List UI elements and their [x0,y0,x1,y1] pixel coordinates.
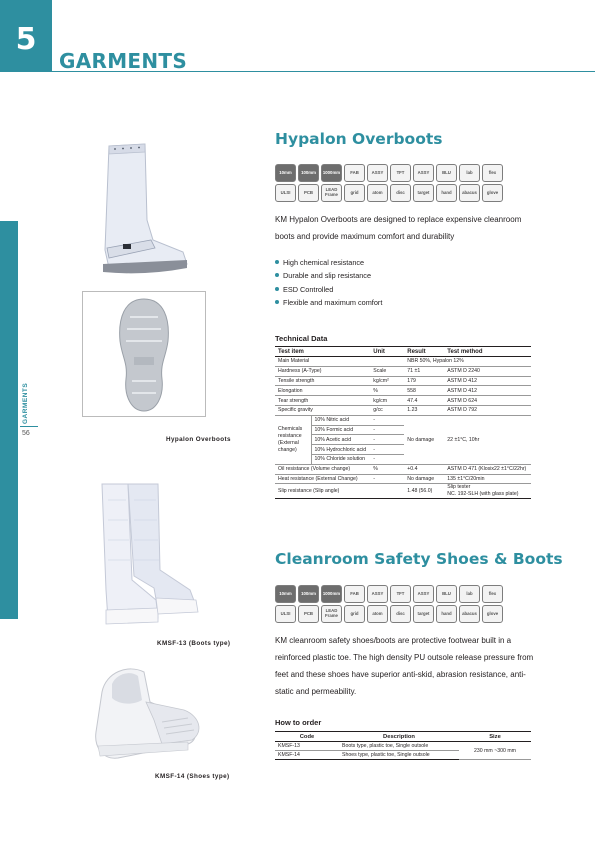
table-row [275,357,531,367]
cert-1000mm-icon: 1000mm [321,164,342,182]
unit: - [370,445,404,455]
result: 179 [404,376,444,386]
test-method: ASTM D 412 [444,386,531,396]
test-method-line: Slip tester [447,484,471,491]
page-number: 56 [22,430,30,437]
unit [370,484,404,499]
unit: kg/cm [370,396,404,406]
technical-data-title: Technical Data [275,334,328,343]
unit: Scale [370,366,404,376]
cert-glove-icon: glove [482,184,503,202]
cert-ulsi-icon: ULSI [275,184,296,202]
chapter-number: 5 [15,22,37,57]
cert-atom-icon: atom [367,184,388,202]
cert-flex-icon: flex [482,164,503,182]
test-method [444,464,531,474]
order-code: KMSF-14 [275,751,339,760]
unit: - [370,435,404,445]
result: 558 [404,386,444,396]
cert-assy-icon: ASSY [413,585,434,603]
test-item: Elongation [275,386,370,396]
cert-assy-icon: ASSY [367,164,388,182]
cert-100mm-icon: 100mm [298,164,319,182]
cert-lab-icon: lab [459,164,480,182]
order-description: Shoes type, plastic toe, Single outsole [339,751,459,760]
col-test-item: Test item [275,347,370,357]
cleanroom-boots-image [98,480,202,628]
cert-tft-icon: TFT [390,164,411,182]
cert-fab-icon: FAB [344,585,365,603]
cert-target-icon: target [413,184,434,202]
test-item: Tear strength [275,396,370,406]
cert-lead-frame-icon: LEAD Frame [321,605,342,623]
cert-glove-icon: glove [482,605,503,623]
chemical-name: 10% Nitric acid [311,415,370,425]
cert-pcb-icon: PCB [298,605,319,623]
boots-caption: KMSF-13 (Boots type) [157,640,231,647]
unit: % [370,386,404,396]
table-row [275,366,531,376]
result: No damage [404,415,444,464]
unit [370,357,404,367]
unit: - [370,415,404,425]
cert-flex-icon: flex [482,585,503,603]
chemical-name: 10% Hydrochloric acid [311,445,370,455]
cert-tft-icon: TFT [390,585,411,603]
cleanroom-shoes-image [88,662,206,766]
test-item: Slip resistance (Slip angle) [275,484,370,499]
test-item: Hardness (A-Type) [275,366,370,376]
test-item: Oil resistance (Volume change) [275,464,370,474]
how-to-order-title: How to order [275,718,322,727]
test-method: 22 ±1°C, 10hr [444,415,531,464]
cert-100mm-icon: 100mm [298,585,319,603]
chemical-resistance-label: Chemicals resistance (External change) [275,415,311,464]
test-method-line: 135 ±1°C/20min [447,475,485,482]
test-method: ASTM D 2240 [444,366,531,376]
hypalon-title: Hypalon Overboots [275,130,443,148]
test-method [444,484,531,499]
side-label [22,384,32,424]
cert-fab-icon: FAB [344,164,365,182]
chemical-name: 10% Acetic acid [311,435,370,445]
table-row [275,376,531,386]
cert-disc-icon: disc [390,184,411,202]
cert-10mm-icon: 10mm [275,164,296,182]
test-method: ASTM D 792 [444,405,531,415]
unit: % [370,464,404,474]
cert-grid-icon: grid [344,605,365,623]
test-method-line: ASTM D 471 (Klosix22 ±1°C/22hr) [447,465,527,472]
cert-lead-frame-icon: LEAD Frame [321,184,342,202]
col-result: Result [404,347,444,357]
col-code: Code [275,732,339,742]
feature-item: High chemical resistance [275,256,382,269]
chapter-title: GARMENTS [59,49,188,73]
chemical-row [275,415,531,425]
order-size: 230 mm ~300 mm [459,742,531,760]
cert-lab-icon: lab [459,585,480,603]
side-tab-bar [0,221,18,619]
result: 47.4 [404,396,444,406]
chapter-tab [0,0,52,72]
sole-image [112,297,176,413]
hypalon-overboot-image [95,140,195,280]
result: +0.4 [404,464,444,474]
feature-item: Flexible and maximum comfort [275,296,382,309]
hypalon-icon-grid [275,164,503,202]
table-row [275,484,531,499]
cleanroom-title: Cleanroom Safety Shoes & Boots [275,550,563,568]
cert-assy-icon: ASSY [413,164,434,182]
result: NBR 50%, Hypalon 12% [404,357,531,367]
hypalon-description: KM Hypalon Overboots are designed to replace expensive cleanroom boots and provide maximum comfort and durability [275,215,522,241]
result: No damage [404,474,444,484]
cert-blu-icon: BLU [436,585,457,603]
technical-data-table [275,346,531,499]
test-item: Specific gravity [275,405,370,415]
cert-grid-icon: grid [344,184,365,202]
order-description: Boots type, plastic toe, Single outsole [339,742,459,751]
chemical-name: 10% Chloride solution [311,454,370,464]
cert-assy-icon: ASSY [367,585,388,603]
cert-abacus-icon: abacus [459,184,480,202]
side-rule [20,426,38,427]
cert-10mm-icon: 10mm [275,585,296,603]
test-method-line: NC. 192-SLH (with glass plate) [447,491,519,498]
cleanroom-description: KM cleanroom safety shoes/boots are protective footwear built in a reinforced plastic toe. The high density PU outsole release pressure from feet and these shoes have superior anti-skid, abrasion resistance, anti-static and permeability. [275,636,534,696]
table-row [275,464,531,474]
test-method [444,474,531,484]
cert-atom-icon: atom [367,605,388,623]
col-test-method: Test method [444,347,531,357]
unit: - [370,474,404,484]
table-row [275,386,531,396]
cleanroom-icon-grid [275,585,503,623]
cert-pcb-icon: PCB [298,184,319,202]
test-method: ASTM D 412 [444,376,531,386]
table-row [275,474,531,484]
cert-disc-icon: disc [390,605,411,623]
shoes-caption: KMSF-14 (Shoes type) [155,773,230,780]
cert-hand-icon: hand [436,605,457,623]
cert-1000mm-icon: 1000mm [321,585,342,603]
test-item: Heat resistance (External Change) [275,474,370,484]
test-item: Tensile strength [275,376,370,386]
hypalon-caption: Hypalon Overboots [166,436,231,443]
order-table [275,731,531,760]
col-unit: Unit [370,347,404,357]
col-description: Description [339,732,459,742]
cert-abacus-icon: abacus [459,605,480,623]
side-label-text: GARMENTS [22,382,29,424]
feature-item: ESD Controlled [275,283,382,296]
feature-item: Durable and slip resistance [275,269,382,282]
result: 1.23 [404,405,444,415]
table-row [275,396,531,406]
unit: - [370,454,404,464]
chemical-name: 10% Formic acid [311,425,370,435]
cert-blu-icon: BLU [436,164,457,182]
test-item: Main Material [275,357,370,367]
hypalon-feature-list [275,256,382,309]
unit: kg/cm² [370,376,404,386]
table-row [275,405,531,415]
cert-hand-icon: hand [436,184,457,202]
unit: g/cc [370,405,404,415]
result: 1.48 (56.0) [404,484,444,499]
cert-target-icon: target [413,605,434,623]
col-size: Size [459,732,531,742]
unit: - [370,425,404,435]
cert-ulsi-icon: ULSI [275,605,296,623]
test-method: ASTM D 624 [444,396,531,406]
order-code: KMSF-13 [275,742,339,751]
result: 71 ±1 [404,366,444,376]
